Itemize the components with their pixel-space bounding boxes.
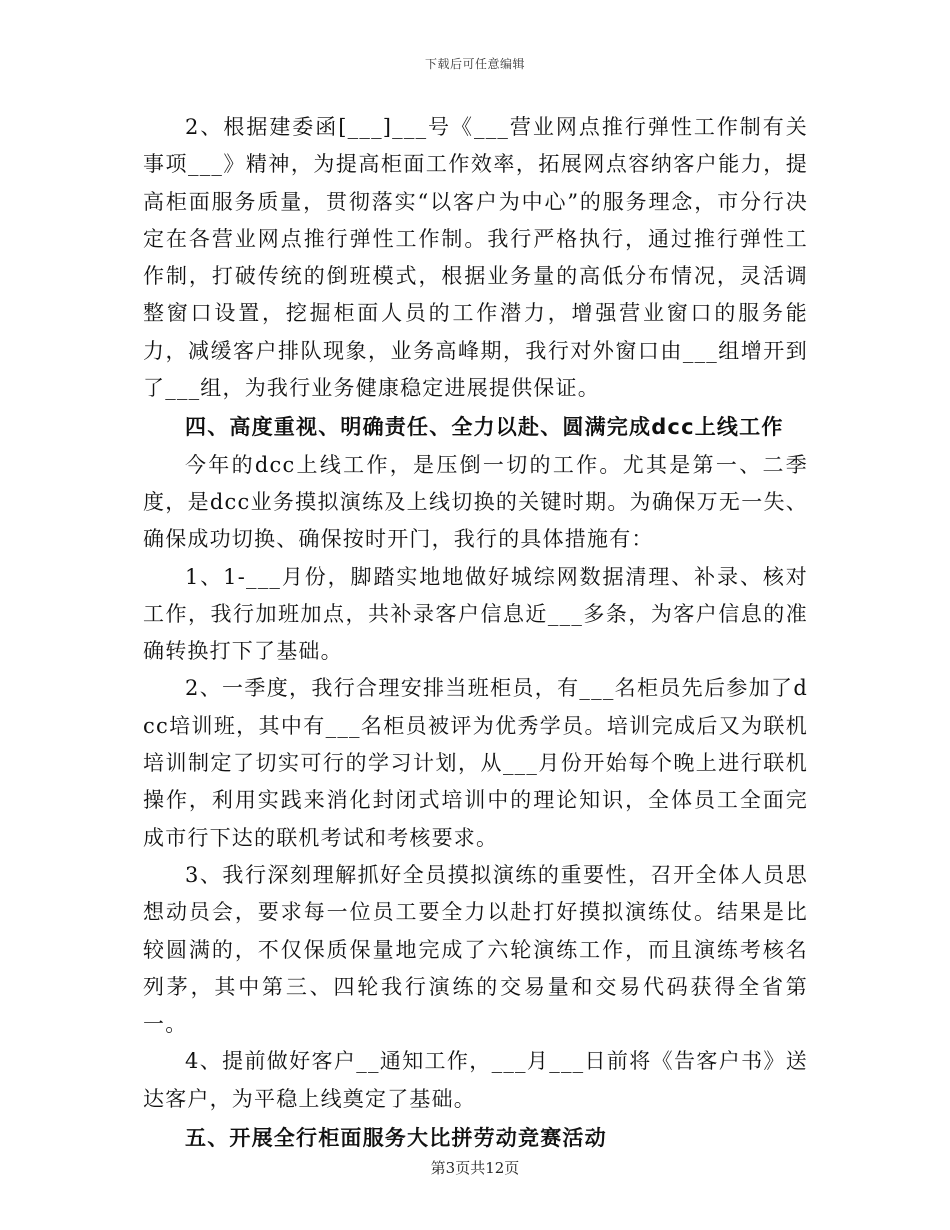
paragraph-dcc-item-2: 2、一季度，我行合理安排当班柜员，有___名柜员先后参加了dcc培训班，其中有___名柜员被评为优秀学员。培训完成后又为联机培训制定了切实可行的学习计划，从___月份开始每个晚上进行联机操作，利用实践来消化封闭式培训中的理论知识，全体员工全面完成市行下达的联机考试和考核要求。 — [143, 676, 808, 850]
section-heading-dcc: 四、高度重视、明确责任、全力以赴、圆满完成dcc上线工作 — [185, 415, 784, 440]
paragraph-dcc-item-4: 4、提前做好客户__通知工作，___月___日前将《告客户书》送达客户，为平稳上线奠定了基础。 — [143, 1049, 808, 1111]
paragraph-dcc-item-1: 1、1-___月份，脚踏实地地做好城综网数据清理、补录、核对工作，我行加班加点，共补录客户信息近___多条，为客户信息的准确转换打下了基础。 — [143, 564, 808, 664]
paragraph-flexible-work: 2、根据建委函[___]___号《___营业网点推行弹性工作制有关事项___》精神，为提高柜面工作效率，拓展网点容纳客户能力，提高柜面服务质量，贯彻落实“以客户为中心”的服务理念，市分行决定在各营业网点推行弹性工作制。我行严格执行，通过推行弹性工作制，打破传统的倒班模式，根据业务量的高低分布情况，灵活调整窗口设置，挖掘柜面人员的工作潜力，增强营业窗口的服务能力，减缓客户排队现象，业务高峰期，我行对外窗口由___组增开到了___组，为我行业务健康稳定进展提供保证。 — [143, 115, 808, 401]
section-heading-competition: 五、开展全行柜面服务大比拼劳动竞赛活动 — [185, 1126, 607, 1151]
paragraph-dcc-intro: 今年的dcc上线工作，是压倒一切的工作。尤其是第一、二季度，是dcc业务摸拟演练及上线切换的关键时期。为确保万无一失、确保成功切换、确保按时开门，我行的具体措施有： — [143, 452, 808, 552]
page-number: 第3页共12页 — [430, 1159, 520, 1177]
document-body — [143, 109, 808, 1157]
paragraph-dcc-item-3: 3、我行深刻理解抓好全员摸拟演练的重要性，召开全体人员思想动员会，要求每一位员工要全力以赴打好摸拟演练仗。结果是比较圆满的，不仅保质保量地完成了六轮演练工作，而且演练考核名列茅，其中第三、四轮我行演练的交易量和交易代码获得全省第一。 — [143, 862, 808, 1037]
page-header-note: 下载后可任意编辑 — [424, 57, 525, 71]
